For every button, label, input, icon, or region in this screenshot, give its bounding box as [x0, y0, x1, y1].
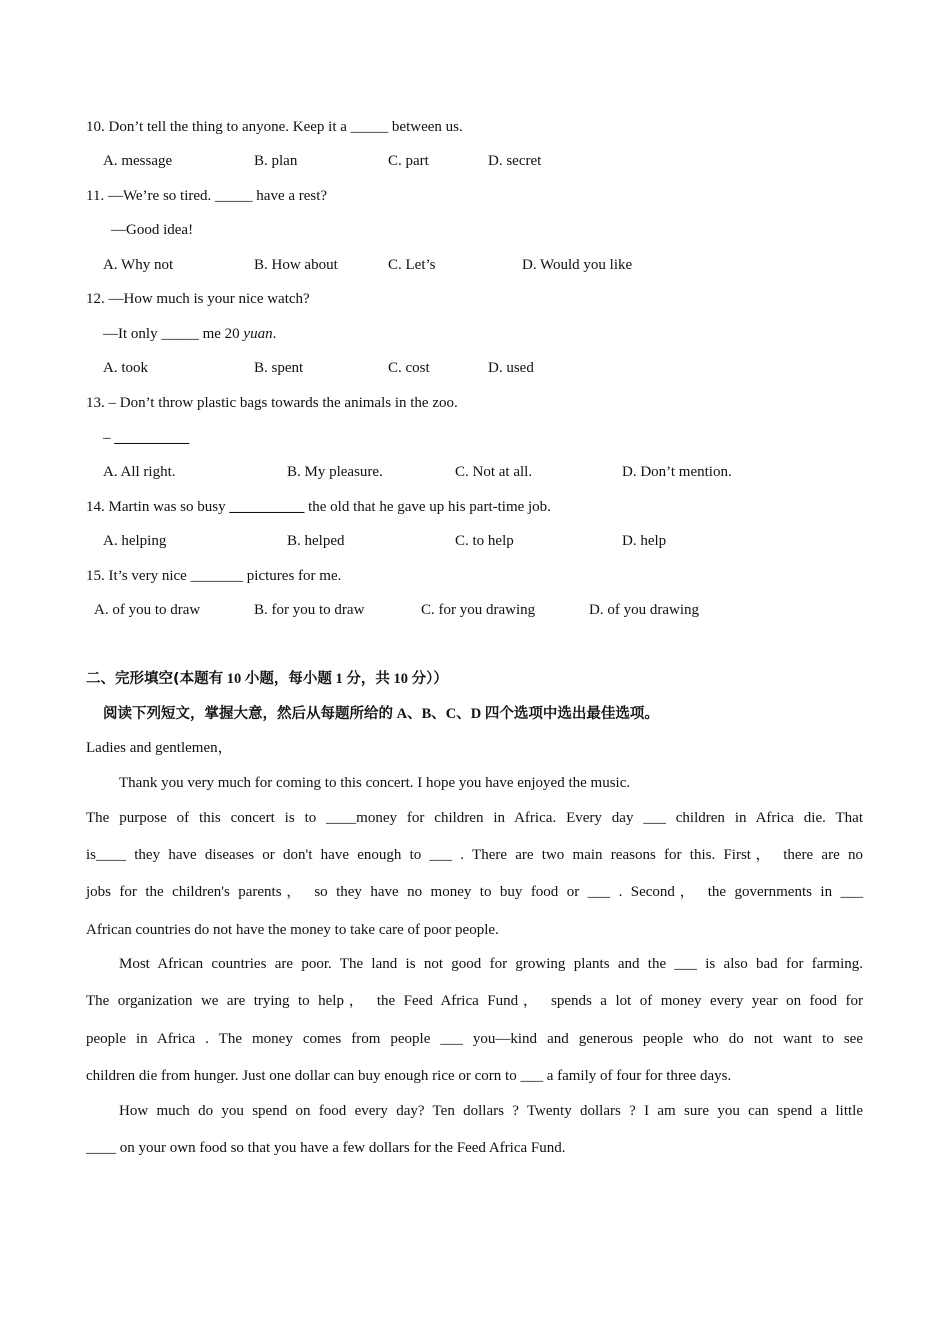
question-10-option-d: D. secret: [488, 153, 542, 169]
passage-paragraph-3-line-1: Most African countries are poor. The land is not good for growing plants and the ___ is also bad for farming.: [119, 956, 863, 972]
section-2-title-n3: 10: [389, 671, 412, 687]
question-13-stem: 13. – Don’t throw plastic bags towards the animals in the zoo.: [86, 395, 458, 411]
question-13-option-a: A. All right.: [103, 464, 176, 480]
question-13-reply-blank: __________: [114, 430, 190, 446]
section-2-instruction: [103, 704, 659, 724]
passage-greeting: Ladies and gentlemen，: [86, 740, 233, 756]
question-14-option-a: A. helping: [103, 533, 167, 549]
section-2-title-c: 分，共: [346, 671, 390, 687]
question-14-stem-start: 14. Martin was so busy: [86, 499, 230, 515]
question-15-option-b: B. for you to draw: [254, 602, 365, 618]
section-2-title: [86, 669, 448, 689]
section-2-title-b: 小题，每小题: [244, 671, 332, 687]
passage-paragraph-2-line-3: jobs for the children's parents， so they have no money to buy food or ___ . Second， the governments in ___: [86, 884, 863, 900]
section-2-title-d: 分））: [411, 671, 448, 687]
question-14-option-c: C. to help: [455, 533, 514, 549]
question-13-option-b: B. My pleasure.: [287, 464, 383, 480]
passage-paragraph-2-line-4: African countries do not have the money to take care of poor people.: [86, 922, 499, 938]
section-2-title-n1: 10: [223, 671, 245, 687]
question-12-option-a: A. took: [103, 360, 148, 376]
question-11-option-b: B. How about: [254, 257, 338, 273]
question-15-option-a: A. of you to draw: [94, 602, 201, 618]
question-14-stem-blank: __________: [229, 499, 305, 515]
question-11-option-a: A. Why not: [103, 257, 174, 273]
question-14-stem: [86, 497, 551, 517]
question-13-option-c: C. Not at all.: [455, 464, 533, 480]
question-12-reply: [103, 324, 276, 344]
question-14-stem-end: the old that he gave up his part-time job.: [304, 499, 551, 515]
passage-paragraph-2-line-1: The purpose of this concert is to ____money for children in Africa. Every day ___ children in Africa die. That: [86, 810, 863, 826]
question-11-option-c: C. Let’s: [388, 257, 436, 273]
question-12-reply-end: .: [272, 326, 277, 342]
question-14-option-d: D. help: [622, 533, 667, 549]
passage-paragraph-4-line-2: ____ on your own food so that you have a few dollars for the Feed Africa Fund.: [86, 1140, 566, 1156]
question-15-stem: 15. It’s very nice _______ pictures for me.: [86, 568, 342, 584]
question-15-option-d: D. of you drawing: [589, 602, 699, 618]
question-11-option-d: D. Would you like: [522, 257, 633, 273]
section-2-instruction-a: 阅读下列短文，掌握大意，然后从每题所给的: [103, 706, 393, 722]
question-10-option-b: B. plan: [254, 153, 298, 169]
section-2-instruction-letters: A、B、C、D: [393, 706, 485, 722]
question-10-option-a: A. message: [103, 153, 173, 169]
question-12-option-b: B. spent: [254, 360, 304, 376]
passage-paragraph-4-line-1: How much do you spend on food every day? Ten dollars ? Twenty dollars ? I am sure you can spend a little: [119, 1103, 863, 1119]
passage-paragraph-3-line-4: children die from hunger. Just one dollar can buy enough rice or corn to ___ a family of four for three days.: [86, 1068, 732, 1084]
question-10-option-c: C. part: [388, 153, 429, 169]
question-13-reply: [103, 428, 189, 448]
section-2-title-a: 二、完形填空(本题有: [86, 671, 224, 687]
question-14-option-b: B. helped: [287, 533, 345, 549]
question-11-reply: —Good idea!: [111, 222, 194, 238]
passage-paragraph-3-line-2: The organization we are trying to help， the Feed Africa Fund， spends a lot of money every year on food for: [86, 993, 863, 1009]
section-2-instruction-b: 四个选项中选出最佳选项。: [484, 706, 659, 722]
question-12-reply-currency: yuan: [243, 326, 273, 342]
passage-paragraph-1: Thank you very much for coming to this concert. I hope you have enjoyed the music.: [119, 775, 631, 791]
passage-paragraph-2-line-2: is____ they have diseases or don't have enough to ___ . There are two main reasons for this. First， there are no: [86, 847, 863, 863]
question-10-stem: 10. Don’t tell the thing to anyone. Keep it a _____ between us.: [86, 119, 463, 135]
question-12-reply-text: —It only _____ me 20: [103, 326, 244, 342]
question-13-reply-dash: –: [103, 430, 115, 446]
question-12-option-d: D. used: [488, 360, 534, 376]
question-15-option-c: C. for you drawing: [421, 602, 536, 618]
question-11-stem: 11. —We’re so tired. _____ have a rest?: [86, 188, 328, 204]
question-12-option-c: C. cost: [388, 360, 430, 376]
section-2-title-n2: 1: [331, 671, 347, 687]
passage-paragraph-3-line-3: people in Africa . The money comes from people ___ you—kind and generous people who do not want to see: [86, 1031, 863, 1047]
question-12-stem: 12. —How much is your nice watch?: [86, 291, 310, 307]
question-13-option-d: D. Don’t mention.: [622, 464, 732, 480]
